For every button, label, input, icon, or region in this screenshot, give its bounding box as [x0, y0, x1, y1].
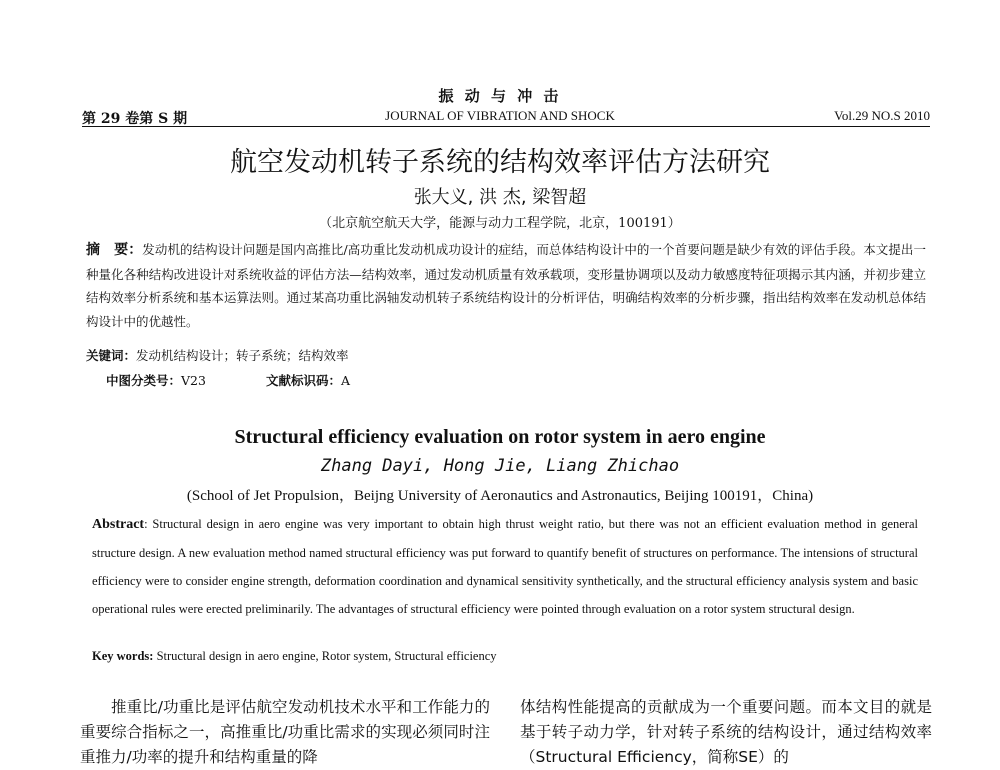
abstract-cn — [86, 238, 926, 333]
paper-title-cn: 航空发动机转子系统的结构效率评估方法研究 — [230, 147, 770, 178]
affiliation-en: (School of Jet Propulsion，Beijng University of Aeronautics and Astronautics, Beijing 100191，China) — [186, 488, 814, 504]
classification-cn — [106, 371, 350, 389]
journal-title-en: JOURNAL OF VIBRATION AND SHOCK — [385, 108, 615, 123]
header-rule — [82, 126, 930, 127]
abstract-en — [92, 510, 918, 623]
paper-title-en: Structural efficiency evaluation on rotor system in aero engine — [234, 426, 766, 448]
body-column-right: 体结构性能提高的贡献成为一个重要问题。而本文目的就是基于转子动力学，针对转子系统的结构设计，通过结构效率（Structural Efficiency，简称SE）的 — [520, 698, 932, 766]
clc-label: 中图分类号： — [106, 373, 182, 388]
doc-code-label: 文献标识码： — [265, 373, 341, 388]
keywords-cn-text: 发动机结构设计；转子系统；结构效率 — [136, 348, 349, 363]
clc-value: V23 — [181, 373, 206, 388]
volume-info: Vol.29 NO.S 2010 — [834, 108, 930, 123]
authors-en: Zhang Dayi, Hong Jie, Liang Zhichao — [320, 456, 680, 476]
issue-number: 第 29 卷第 S 期 — [82, 111, 188, 127]
keywords-en-text: Structural design in aero engine, Rotor system, Structural efficiency — [153, 649, 497, 663]
affiliation-cn: （北京航空航天大学，能源与动力工程学院，北京，100191） — [319, 216, 681, 231]
keywords-en — [92, 649, 497, 664]
journal-title-cn: 振 动 与 冲 击 — [438, 87, 562, 105]
keywords-cn-label: 关键词： — [86, 348, 137, 363]
keywords-en-label: Key words: — [92, 649, 154, 663]
body-column-left: 推重比/功重比是评估航空发动机技术水平和工作能力的重要综合指标之一，高推重比/功重比需求的实现必须同时注重推力/功率的提升和结构重量的降 — [80, 698, 490, 766]
abstract-en-label: Abstract — [92, 517, 145, 532]
keywords-cn — [86, 346, 349, 364]
authors-cn: 张大义, 洪 杰, 梁智超 — [413, 187, 587, 208]
abstract-en-text: : Structural design in aero engine was very important to obtain high thrust weight ratio, but there was not an efficient evaluation method in general structure design. A new evaluation method named structural efficiency was put forward to quantify benefit of structures on performance. The intensions of structural efficiency were to consider engine strength, deformation coordination and dynamical sensitivity synthetically, and the structural efficiency analysis system and basic operational rules were erected preliminarily. The advantages of structural efficiency were pointed through evaluation on a rotor system structural design. — [92, 517, 918, 616]
doc-code-value: A — [340, 373, 350, 388]
abstract-cn-label: 摘 要： — [86, 242, 143, 258]
abstract-cn-text: 发动机的结构设计问题是国内高推比/高功重比发动机成功设计的症结，而总体结构设计中的一个首要问题是缺少有效的评估手段。本文提出一种量化各种结构改进设计对系统收益的评估方法—结构效率，通过发动机质量有效承载项，变形量协调项以及动力敏感度特征项揭示其内涵，并初步建立结构效率分析系统和基本运算法则。通过某高功重比涡轴发动机转子系统结构设计的分析评估，明确结构效率的分析步骤，指出结构效率在发动机总体结构设计中的优越性。 — [86, 242, 927, 329]
